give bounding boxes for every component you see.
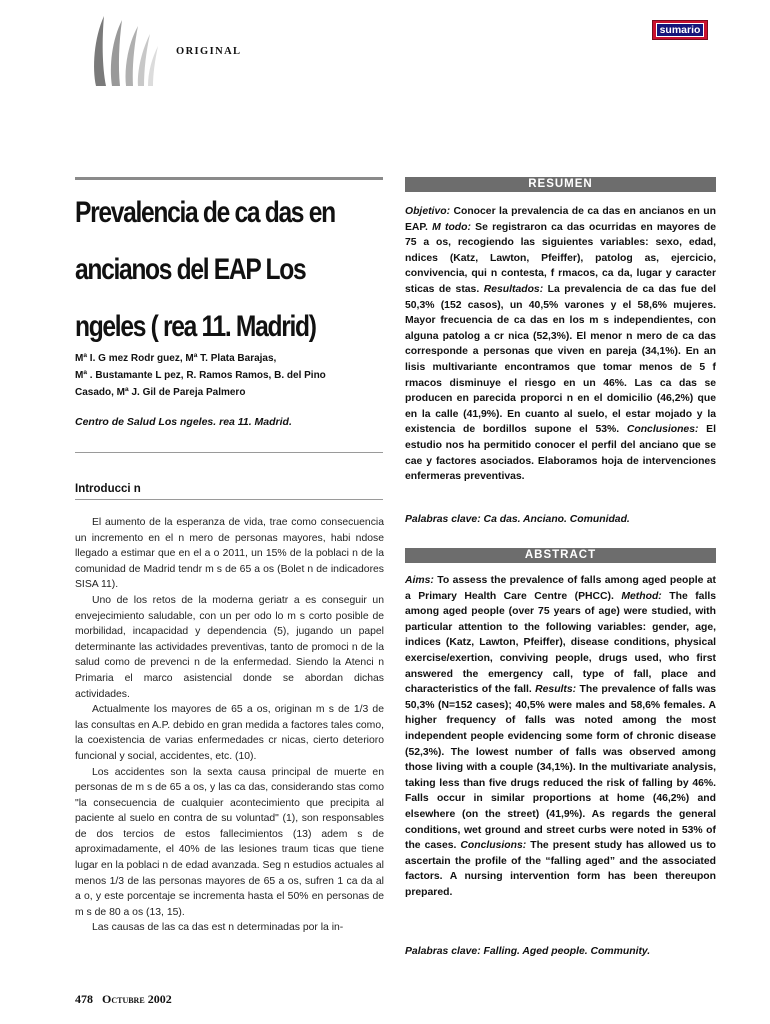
paragraph: Uno de los retos de la moderna geriatr a es conseguir un envejecimiento saludable, con un per odo lo m s corto posible de morbilidad, incapacidad y dependencia (5), jugando un papel determinante las actividades preventivas, tanto de promoci n de la salud como de prevenci n de la enfermedad. Siendo la Atenci n Primaria el marco asistencial donde se abordan dichas actividades. (75, 594, 384, 700)
affiliation: Centro de Salud Los ngeles. rea 11. Madrid. (75, 416, 292, 428)
resumen-body (405, 204, 716, 485)
abstract-label: Conclusions: (460, 840, 527, 852)
title-line: ngeles ( rea 11. Madrid) (75, 310, 316, 343)
abstract-keywords: Palabras clave: Falling. Aged people. Community. (405, 946, 651, 957)
resumen-label: Conclusiones: (626, 424, 699, 436)
paragraph: El aumento de la esperanza de vida, trae como consecuencia un incremento en el n mero de personas mayores, habi ndose llegado a estimar que en el a o 2011, un 15% de la poblaci n de la comunidad de Madrid tendr m s de 65 a os (Bolet n de indicadores SISA 11). (75, 517, 384, 591)
resumen-text: La prevalencia de ca das fue del 50,3% (152 casos), un 40,5% varones y el 58,6% mujeres. Mayor frecuencia de ca das en los m s independientes, con alguna patolog a cr nica (52,3%). El menor n mero de ca das corresponde a personas que viven en pareja (34,1%). En an lisis multivariante encontramos que tomar menos de 5 f rmacos disminuye el riesgo en un 46%. Las ca das se producen en parecida proporci n en el domicilio (46,2%) que en la calle (41,9%). En cuanto al suelo, el estar mojado y la existencia de bordillos supone el 53%. (405, 283, 716, 436)
intro-body (75, 515, 384, 936)
title-line: ancianos del EAP Los (75, 253, 306, 286)
resumen-keywords: Palabras clave: Ca das. Anciano. Comunidad. (405, 514, 630, 525)
abstract-text: The falls among aged people (over 75 years of age) were studied, with particular attention to the following variables: gender, age, indices (Katz, Lawton, Pfeiffer), disease conditions, physical exercise/exertion, conviving people, drugs used, who first answered the emergency call, type of fall, place and characteristics of the fall. (405, 590, 716, 696)
divider (75, 452, 383, 453)
abstract-text: The present study has allowed us to ascertain the profile of the “falling aged” and the associated factors. A nursing intervention form has been thereupon prepared. (405, 840, 717, 898)
abstract-label: Results: (535, 684, 577, 696)
issue-year: 2002 (147, 992, 172, 1006)
authors-line: Mª . Bustamante L pez, R. Ramos Ramos, B. del Pino (75, 370, 326, 381)
resumen-text: Se registraron ca das ocurridas en mayores de 75 a os, recogiendo las siguientes variables: sexo, edad, ndices (Katz, Lawton, Pfeiffer), patolog as, ejercicio, convivencia, qui n contesta, f rmacos, ca da, lugar y caracter sticas de stas. (405, 221, 716, 295)
abstract-heading: ABSTRACT (405, 548, 716, 563)
resumen-heading: RESUMEN (405, 177, 716, 192)
abstract-label: Method: (621, 590, 662, 602)
article-title (75, 184, 385, 355)
authors (75, 350, 385, 401)
section-heading: Introducci n (75, 483, 141, 495)
sumario-button[interactable] (652, 20, 708, 40)
page-footer (75, 992, 172, 1007)
paragraph: Actualmente los mayores de 65 a os, originan m s de 1/3 de las consultas en A.P. debido en gran medida a factores tales como, la coexistencia de varias enfermedades cr nicas, cierto deterioro funcional y social, accidentes, etc. (10). (75, 704, 384, 762)
resumen-label: M todo: (432, 221, 471, 233)
paragraph: Las causas de las ca das est n determinadas por la in- (92, 922, 344, 934)
resumen-text: Conocer la prevalencia de ca das en ancianos en un EAP. (405, 206, 716, 233)
authors-line: Mª I. G mez Rodr guez, Mª T. Plata Barajas, (75, 353, 277, 364)
journal-logo-icon (82, 8, 172, 88)
page-number: 478 (75, 992, 93, 1006)
resumen-label: Objetivo: (405, 206, 451, 217)
divider (75, 499, 383, 500)
abstract-body (405, 573, 716, 900)
authors-line: Casado, Mª J. Gil de Pareja Palmero (75, 387, 246, 398)
sumario-button-label: sumario (656, 23, 704, 37)
paragraph: Los accidentes son la sexta causa principal de muerte en personas de m s de 65 a os, y las ca das, considerando stas como "la consecuencia de cualquier acontecimiento que precipita al paciente al suelo en contra de su voluntad" (1), son responsables de dos tercios de estos fallecimientos (13) adem s de aproximadamente, el 40% de las lesiones traum ticas que tiene lugar en la poblaci n de edad avanzada. Seg n estudios actuales al menos 1/3 de las personas mayores de 65 a os, sufren 1 ca da al a o, y este porcentaje se incrementa hasta el 50% en personas de m s de 80 a os (13, 15). (75, 766, 384, 918)
issue-month: Octubre (102, 992, 145, 1006)
abstract-text: To assess the prevalence of falls among aged people at a Primary Health Care Centre (PHCC). (405, 575, 716, 602)
resumen-text: El estudio nos ha permitido conocer el perfil del anciano que se cae y factores asociados. Elaboramos hoja de intervenciones enfermeras preventivas. (405, 424, 716, 483)
title-line: Prevalencia de ca das en (75, 196, 335, 229)
abstract-text: The prevalence of falls was 50,3% (N=152 cases); 40,5% were males and 58,6% females. A higher frequency of falls was noted among the most independent people evidencing some form of chronic disease (52,3%). The lowest number of falls was observed among those living with a couple (34,1%). In the multivariate analysis, taking less than five drugs reduced the risk of falling by 46%. Falls occur in similar proportions at home (46,2%) and elsewhere (on the street) (41,9%). As regards the general conditions, wet ground and street curbs were noted in 53% of the cases. (405, 684, 716, 852)
title-rule (75, 177, 383, 180)
resumen-label: Resultados: (483, 283, 544, 295)
section-label: ORIGINAL (176, 46, 242, 57)
abstract-label: Aims: (405, 575, 434, 586)
